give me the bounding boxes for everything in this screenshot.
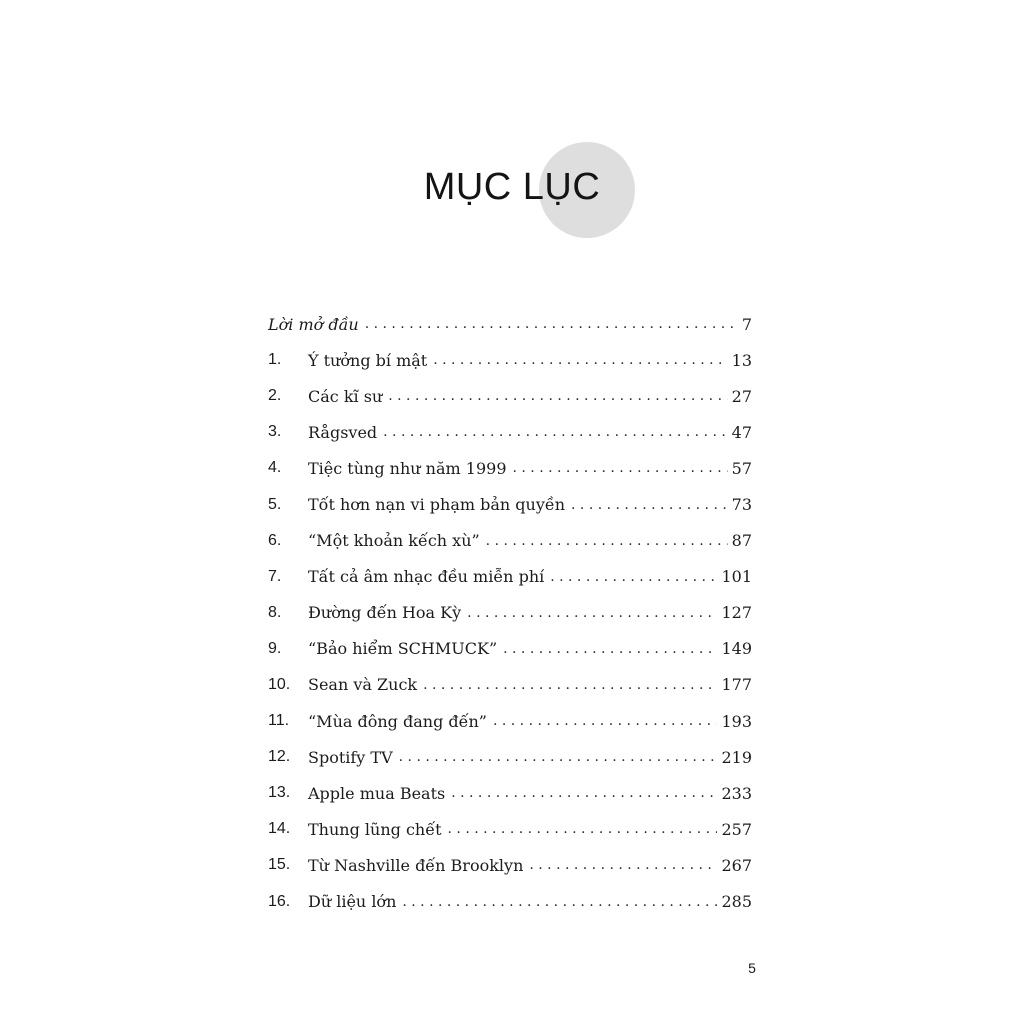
toc-entry bbox=[268, 631, 752, 667]
toc-entry-number: 7. bbox=[268, 567, 282, 585]
toc-entry-page: 13 bbox=[731, 350, 752, 370]
toc-entry-title: Ý tưởng bí mật bbox=[308, 350, 428, 370]
toc-entry-title: Tốt hơn nạn vi phạm bản quyền bbox=[308, 495, 566, 515]
toc-entry bbox=[268, 847, 752, 883]
toc-dot-leader bbox=[433, 352, 727, 368]
toc-entry-number: 9. bbox=[268, 639, 282, 657]
toc-entry-page: 27 bbox=[731, 386, 752, 406]
table-of-contents bbox=[268, 306, 752, 920]
page-title: MỤC LỤC bbox=[423, 166, 601, 208]
toc-entry-page: 193 bbox=[721, 711, 752, 731]
toc-entry-number: 16. bbox=[268, 892, 291, 910]
toc-entry-title: Đường đến Hoa Kỳ bbox=[308, 603, 462, 623]
toc-entry-number: 13. bbox=[268, 784, 291, 802]
toc-dot-leader bbox=[399, 749, 718, 765]
toc-entry-number: 5. bbox=[268, 495, 282, 513]
toc-entry-title: “Mùa đông đang đến” bbox=[308, 711, 487, 731]
toc-entry-page: 285 bbox=[721, 892, 752, 912]
toc-entry bbox=[268, 811, 752, 847]
toc-entry bbox=[268, 703, 752, 739]
toc-entry-number: 12. bbox=[268, 748, 291, 766]
toc-entry-title: Các kĩ sư bbox=[308, 386, 383, 406]
toc-entry-title: Tất cả âm nhạc đều miễn phí bbox=[308, 567, 545, 587]
toc-entry-title: Dữ liệu lớn bbox=[308, 892, 397, 912]
toc-entry-page: 127 bbox=[721, 603, 752, 623]
toc-dot-leader bbox=[423, 677, 717, 693]
toc-dot-leader bbox=[383, 424, 727, 440]
toc-entry-title: Từ Nashville đến Brooklyn bbox=[308, 855, 524, 875]
toc-entry-number: 11. bbox=[268, 712, 290, 730]
toc-entry bbox=[268, 559, 752, 595]
toc-dot-leader bbox=[388, 388, 727, 404]
toc-entry bbox=[268, 595, 752, 631]
toc-entry bbox=[268, 775, 752, 811]
toc-entry-number: 2. bbox=[268, 387, 282, 405]
toc-dot-leader bbox=[493, 713, 717, 729]
toc-dot-leader bbox=[503, 641, 717, 657]
page-number: 5 bbox=[748, 960, 756, 976]
toc-entry-number: 8. bbox=[268, 603, 282, 621]
toc-entry bbox=[268, 667, 752, 703]
toc-entry-number: 1. bbox=[268, 351, 282, 369]
toc-entry-title: Sean và Zuck bbox=[308, 675, 418, 695]
toc-dot-leader bbox=[365, 316, 738, 332]
toc-entry-preface bbox=[268, 306, 752, 342]
toc-entry-number: 3. bbox=[268, 423, 282, 441]
toc-entry bbox=[268, 450, 752, 486]
toc-dot-leader bbox=[550, 569, 717, 585]
toc-entry-title: Thung lũng chết bbox=[308, 819, 442, 839]
toc-entry-title: Apple mua Beats bbox=[308, 783, 446, 803]
toc-entry-number: 4. bbox=[268, 459, 282, 477]
toc-entry-page: 257 bbox=[721, 819, 752, 839]
toc-dot-leader bbox=[467, 605, 717, 621]
toc-dot-leader bbox=[513, 460, 728, 476]
toc-entry-number: 14. bbox=[268, 820, 291, 838]
toc-entry-title: Tiệc tùng như năm 1999 bbox=[308, 458, 507, 478]
toc-dot-leader bbox=[529, 857, 717, 873]
toc-entry bbox=[268, 378, 752, 414]
toc-entry-page: 267 bbox=[721, 855, 752, 875]
toc-entry bbox=[268, 414, 752, 450]
toc-entry-number: 6. bbox=[268, 531, 282, 549]
toc-entry bbox=[268, 486, 752, 522]
toc-entry bbox=[268, 523, 752, 559]
toc-entry-page: 47 bbox=[731, 422, 752, 442]
toc-entry bbox=[268, 884, 752, 920]
toc-entry-page: 177 bbox=[721, 675, 752, 695]
toc-entry-page: 57 bbox=[731, 458, 752, 478]
toc-dot-leader bbox=[571, 497, 728, 513]
toc-entry-number: 15. bbox=[268, 856, 291, 874]
toc-entry-title: “Bảo hiểm SCHMUCK” bbox=[308, 639, 498, 659]
toc-entry-page: 233 bbox=[721, 783, 752, 803]
toc-dot-leader bbox=[486, 533, 728, 549]
toc-entry bbox=[268, 739, 752, 775]
toc-entry-page: 87 bbox=[731, 531, 752, 551]
toc-entry-title: Lời mở đầu bbox=[268, 314, 359, 334]
toc-entry-page: 219 bbox=[721, 747, 752, 767]
toc-entry-title: Rågsved bbox=[308, 422, 378, 442]
toc-entry-page: 101 bbox=[721, 567, 752, 587]
toc-dot-leader bbox=[451, 785, 717, 801]
toc-entry-title: “Một khoản kếch xù” bbox=[308, 531, 480, 551]
toc-entry-page: 73 bbox=[731, 495, 752, 515]
toc-dot-leader bbox=[448, 821, 718, 837]
toc-entry-page: 149 bbox=[721, 639, 752, 659]
toc-entry bbox=[268, 342, 752, 378]
toc-entry-number: 10. bbox=[268, 675, 291, 693]
toc-entry-title: Spotify TV bbox=[308, 747, 393, 767]
toc-dot-leader bbox=[402, 894, 717, 910]
toc-entry-page: 7 bbox=[741, 314, 752, 334]
